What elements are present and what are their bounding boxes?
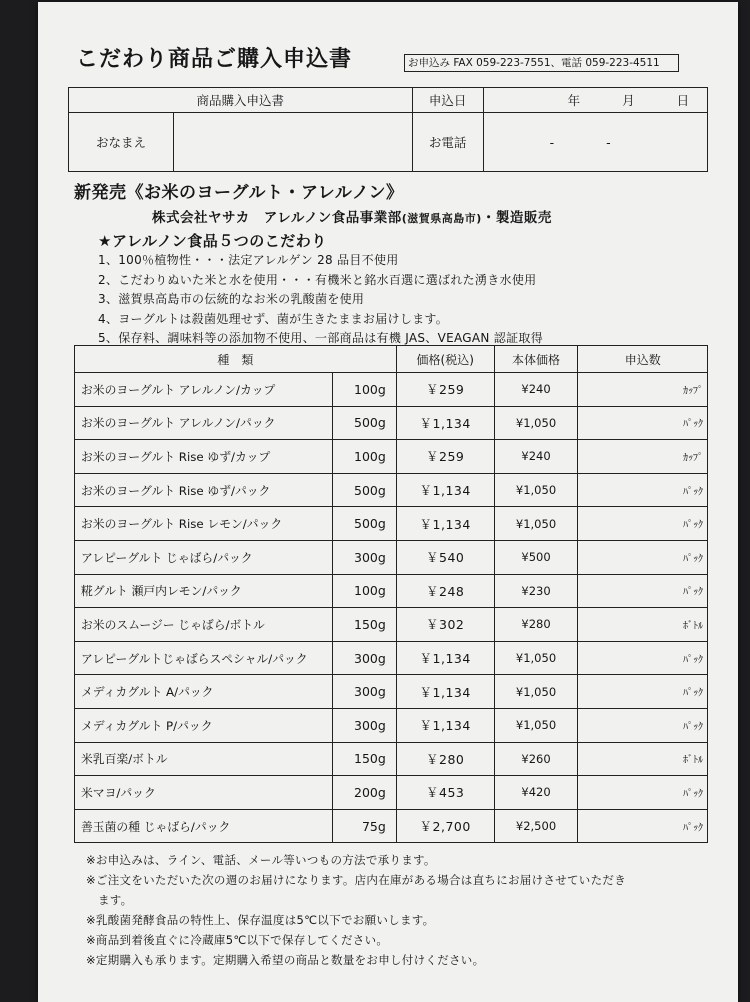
point-item: 3、滋賀県高島市の伝統的なお米の乳酸菌を使用	[98, 292, 365, 307]
product-name: お米のヨーグルト Rise ゆず/カップ	[75, 440, 333, 474]
header-price: 価格(税込)	[396, 346, 494, 373]
header-base-price: 本体価格	[494, 346, 578, 373]
order-qty-field[interactable]: ﾎﾞﾄﾙ	[578, 742, 708, 776]
product-price: ￥302	[396, 608, 494, 642]
order-qty-field[interactable]: ﾊﾟｯｸ	[578, 776, 708, 810]
product-price: ￥540	[396, 540, 494, 574]
product-size: 100g	[332, 440, 396, 474]
product-size: 100g	[332, 574, 396, 608]
product-size: 300g	[332, 641, 396, 675]
product-price: ￥453	[396, 776, 494, 810]
order-qty-field[interactable]: ｶｯﾌﾟ	[578, 440, 708, 474]
product-base-price: ¥240	[494, 373, 578, 407]
order-form-sheet	[38, 2, 738, 1002]
product-size: 500g	[332, 406, 396, 440]
product-form-label: 商品購入申込書	[69, 88, 413, 113]
product-base-price: ¥230	[494, 574, 578, 608]
table-row	[75, 742, 708, 776]
product-base-price: ¥1,050	[494, 473, 578, 507]
product-name: 善玉菌の種 じゃばら/パック	[75, 809, 333, 843]
date-label: 申込日	[412, 88, 483, 113]
point-item: 5、保存料、調味料等の添加物不使用、一部商品は有機 JAS、VEAGAN 認証取得	[98, 331, 543, 346]
product-name: お米のヨーグルト Rise ゆず/パック	[75, 473, 333, 507]
order-qty-field[interactable]: ﾊﾟｯｸ	[578, 641, 708, 675]
product-price: ￥1,134	[396, 406, 494, 440]
product-name: 米乳百楽/ボトル	[75, 742, 333, 776]
product-price: ￥280	[396, 742, 494, 776]
product-price: ￥1,134	[396, 675, 494, 709]
table-row	[75, 473, 708, 507]
point-item: 2、こだわりぬいた米と水を使用・・・有機米と銘水百選に選ばれた湧き水使用	[98, 272, 537, 287]
notes-section	[86, 850, 726, 970]
product-price: ￥1,134	[396, 641, 494, 675]
order-qty-field[interactable]: ﾊﾟｯｸ	[578, 675, 708, 709]
product-base-price: ¥420	[494, 776, 578, 810]
order-qty-field[interactable]: ｶｯﾌﾟ	[578, 373, 708, 407]
product-table	[74, 345, 708, 843]
product-size: 300g	[332, 675, 396, 709]
note-item: ※ご注文をいただいた次の週のお届けになります。店内在庫がある場合は直ちにお届けさせていただき	[86, 873, 627, 887]
product-base-price: ¥2,500	[494, 809, 578, 843]
year-label: 年	[567, 93, 581, 108]
order-qty-field[interactable]: ﾊﾟｯｸ	[578, 473, 708, 507]
table-row	[75, 440, 708, 474]
header-order-qty: 申込数	[578, 346, 708, 373]
product-size: 150g	[332, 608, 396, 642]
product-name: お米のヨーグルト アレルノン/カップ	[75, 373, 333, 407]
order-qty-field[interactable]: ﾊﾟｯｸ	[578, 574, 708, 608]
company-line: 株式会社ヤサカ アレルノン食品事業部(滋賀県高島市)・製造販売	[152, 210, 552, 226]
name-field[interactable]	[174, 113, 413, 172]
order-qty-field[interactable]: ﾊﾟｯｸ	[578, 540, 708, 574]
kodawari-title: ★アレルノン食品５つのこだわり	[98, 232, 327, 250]
kodawari-points	[98, 251, 728, 349]
product-base-price: ¥1,050	[494, 406, 578, 440]
product-base-price: ¥280	[494, 608, 578, 642]
product-size: 500g	[332, 473, 396, 507]
table-row	[75, 406, 708, 440]
product-base-price: ¥1,050	[494, 675, 578, 709]
product-size: 150g	[332, 742, 396, 776]
note-item: ※定期購入も承ります。定期購入希望の商品と数量をお申し付けください。	[86, 953, 485, 967]
day-label: 日	[676, 93, 690, 108]
product-title: 新発売《お米のヨーグルト・アレルノン》	[74, 183, 404, 203]
table-row	[75, 675, 708, 709]
order-qty-field[interactable]: ﾊﾟｯｸ	[578, 507, 708, 541]
product-base-price: ¥500	[494, 540, 578, 574]
product-name: メディカグルト A/パック	[75, 675, 333, 709]
table-row	[75, 507, 708, 541]
table-header-row	[75, 346, 708, 373]
phone-field[interactable]: - -	[483, 113, 707, 172]
order-qty-field[interactable]: ﾊﾟｯｸ	[578, 708, 708, 742]
product-size: 300g	[332, 708, 396, 742]
product-price: ￥2,700	[396, 809, 494, 843]
product-name: 米マヨ/パック	[75, 776, 333, 810]
product-name: アレピーグルトじゃばらスペシャル/パック	[75, 641, 333, 675]
product-name: アレピーグルト じゃばら/パック	[75, 540, 333, 574]
product-size: 300g	[332, 540, 396, 574]
product-size: 500g	[332, 507, 396, 541]
phone-label: お電話	[412, 113, 483, 172]
table-row	[75, 641, 708, 675]
product-name: お米のヨーグルト Rise レモン/パック	[75, 507, 333, 541]
order-qty-field[interactable]: ﾊﾟｯｸ	[578, 809, 708, 843]
product-price: ￥1,134	[396, 507, 494, 541]
product-size: 100g	[332, 373, 396, 407]
header-kind: 種 類	[75, 346, 397, 373]
product-size: 200g	[332, 776, 396, 810]
month-label: 月	[622, 93, 635, 108]
product-base-price: ¥1,050	[494, 708, 578, 742]
product-name: メディカグルト P/パック	[75, 708, 333, 742]
product-size: 75g	[332, 809, 396, 843]
note-item-continued: ます。	[98, 893, 133, 907]
product-name: 糀グルト 瀬戸内レモン/パック	[75, 574, 333, 608]
product-name: お米のヨーグルト アレルノン/パック	[75, 406, 333, 440]
table-row	[75, 608, 708, 642]
product-base-price: ¥1,050	[494, 641, 578, 675]
product-base-price: ¥240	[494, 440, 578, 474]
note-item: ※乳酸菌発酵食品の特性上、保存温度は5℃以下でお願いします。	[86, 913, 435, 927]
point-item: 4、ヨーグルトは殺菌処理せず、菌が生きたままお届けします。	[98, 311, 449, 326]
order-qty-field[interactable]: ﾎﾞﾄﾙ	[578, 608, 708, 642]
table-row	[75, 540, 708, 574]
table-row	[75, 809, 708, 843]
note-item: ※商品到着後直ぐに冷蔵庫5℃以下で保存してください。	[86, 933, 389, 947]
product-price: ￥1,134	[396, 708, 494, 742]
product-name: お米のスムージー じゃばら/ボトル	[75, 608, 333, 642]
product-price: ￥259	[396, 440, 494, 474]
product-price: ￥259	[396, 373, 494, 407]
order-qty-field[interactable]: ﾊﾟｯｸ	[578, 406, 708, 440]
point-item: 1、100％植物性・・・法定アレルゲン 28 品目不使用	[98, 253, 399, 267]
table-row	[75, 708, 708, 742]
date-field[interactable]	[483, 88, 707, 113]
contact-box: お申込み FAX 059-223-7551、電話 059-223-4511	[404, 54, 679, 72]
document-title: こだわり商品ご購入申込書	[76, 47, 353, 72]
table-row	[75, 373, 708, 407]
table-row	[75, 776, 708, 810]
name-label: おなまえ	[69, 113, 174, 172]
applicant-form	[68, 87, 708, 172]
note-item: ※お申込みは、ライン、電話、メール等いつもの方法で承ります。	[86, 853, 436, 867]
product-price: ￥1,134	[396, 473, 494, 507]
product-price: ￥248	[396, 574, 494, 608]
product-base-price: ¥260	[494, 742, 578, 776]
product-base-price: ¥1,050	[494, 507, 578, 541]
table-row	[75, 574, 708, 608]
